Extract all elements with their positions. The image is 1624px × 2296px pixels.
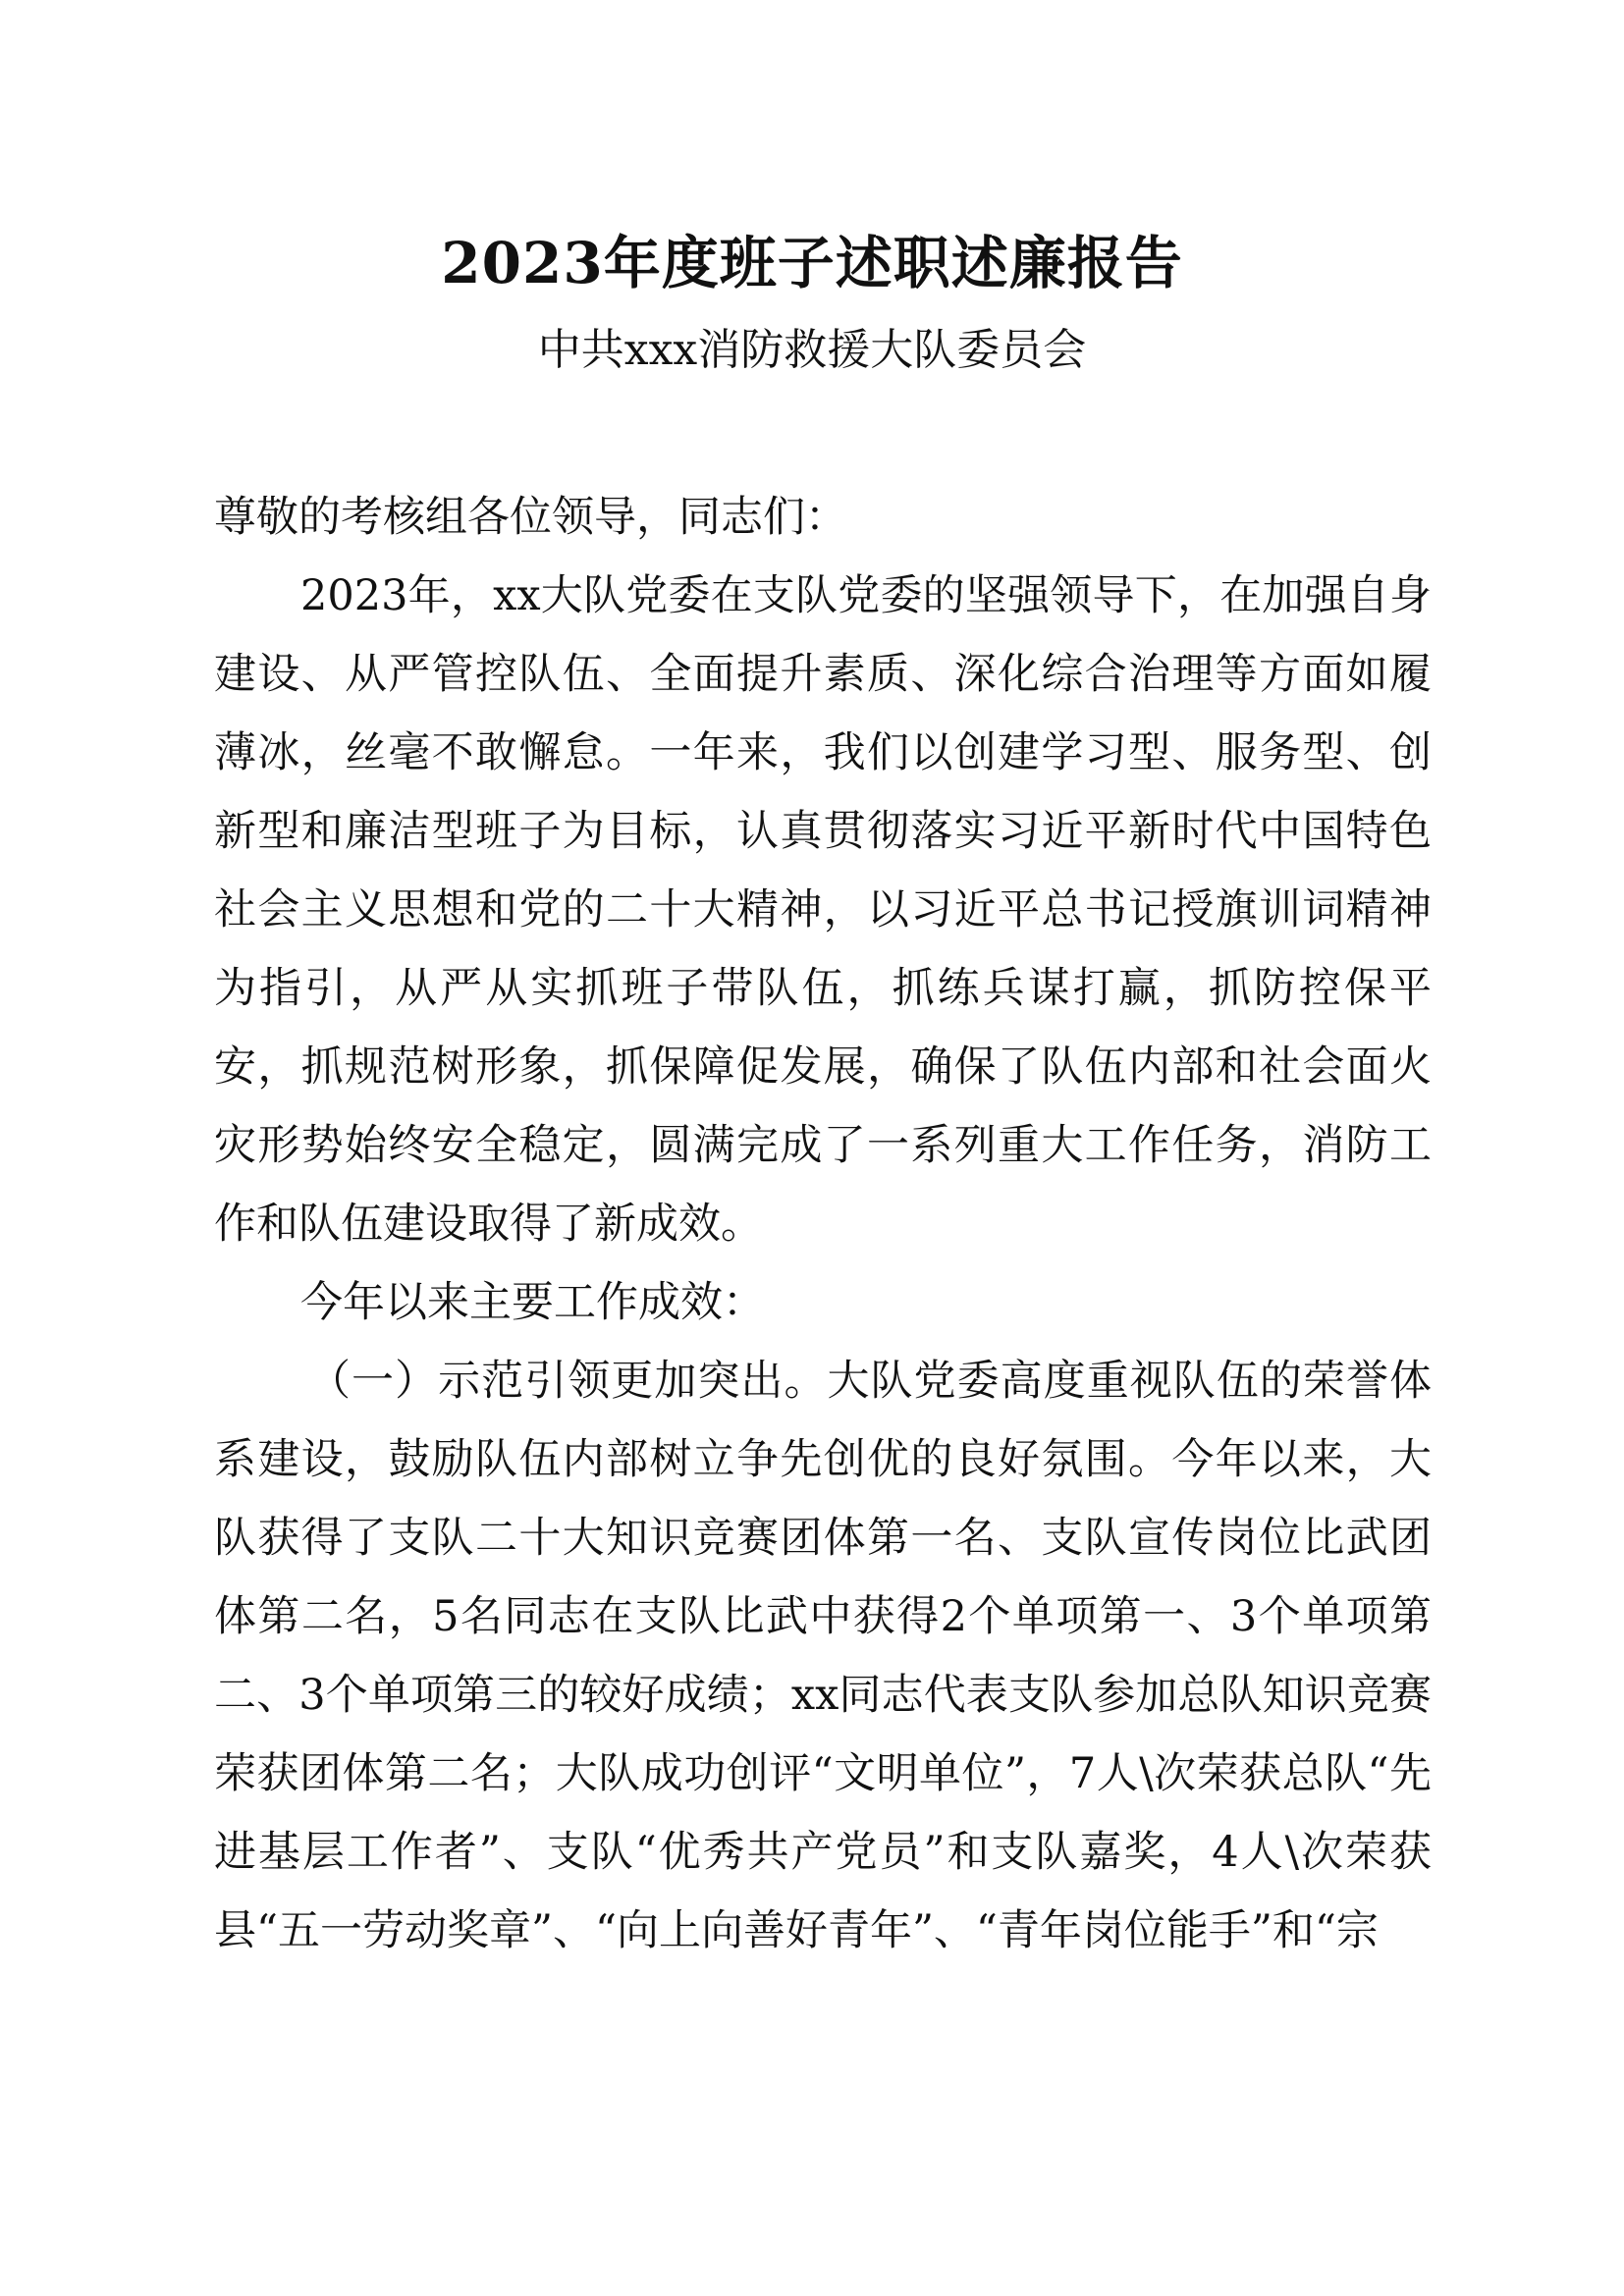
document-title: 2023年度班子述职述廉报告 xyxy=(441,230,1183,296)
salutation: 尊敬的考核组各位领导，同志们： xyxy=(214,493,847,542)
document-body xyxy=(214,478,1432,1970)
paragraph-achievements-heading: 今年以来主要工作成效： xyxy=(300,1278,765,1327)
document-subtitle: 中共xxx消防救援大队委员会 xyxy=(537,325,1087,375)
paragraph-intro: 2023年，xx大队党委在支队党委的坚强领导下，在加强自身建设、从严管控队伍、全面提升素质、深化综合治理等方面如履薄冰，丝毫不敢懈怠。一年来，我们以创建学习型、服务型、创新型和廉洁型班子为目标，认真贯彻落实习近平新时代中国特色社会主义思想和党的二十大精神，以习近平总书记授旗训词精神为指引，从严从实抓班子带队伍，抓练兵谋打赢，抓防控保平安，抓规范树形象，抓保障促发展，确保了队伍内部和社会面火灾形势始终安全稳定，圆满完成了一系列重大工作任务，消防工作和队伍建设取得了新成效。 xyxy=(214,571,1432,1249)
paragraph-section-one: （一）示范引领更加突出。大队党委高度重视队伍的荣誉体系建设，鼓励队伍内部树立争先创优的良好氛围。今年以来，大队获得了支队二十大知识竞赛团体第一名、支队宣传岗位比武团体第二名，5名同志在支队比武中获得2个单项第一、3个单项第二、3个单项第三的较好成绩；xx同志代表支队参加总队知识竞赛荣获团体第二名；大队成功创评“文明单位”，7人\次荣获总队“先进基层工作者”、支队“优秀共产党员”和支队嘉奖，4人\次荣获县“五一劳动奖章”、“向上向善好青年”、“青年岗位能手”和“宗 xyxy=(214,1357,1432,1955)
